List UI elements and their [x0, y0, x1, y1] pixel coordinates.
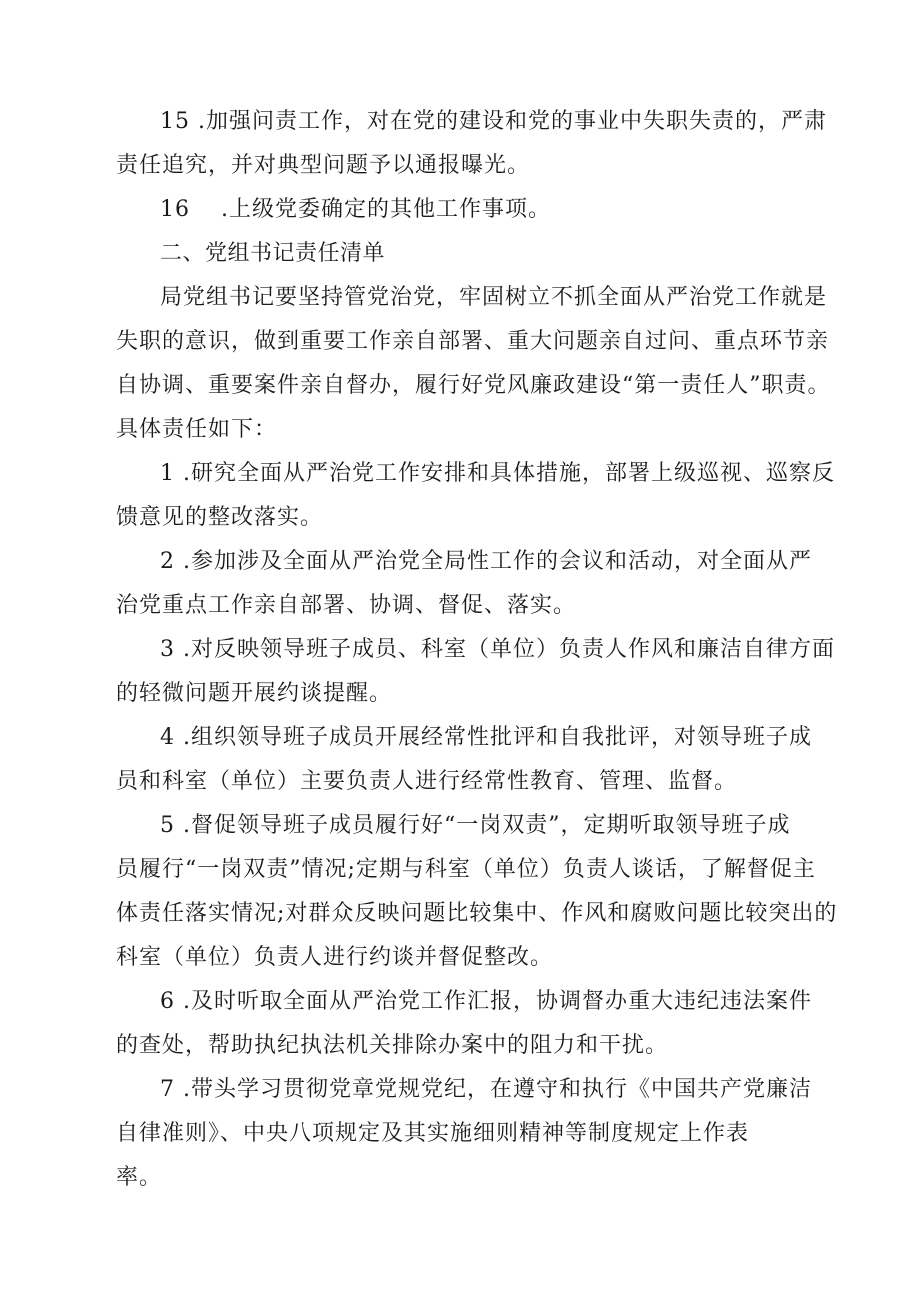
- item-5-line-4: 科室（单位）负责人进行约谈并督促整改。: [116, 945, 554, 970]
- item-2-line-1: 2 .参加涉及全面从严治党全局性工作的会议和活动，对全面从严: [160, 549, 812, 574]
- paragraph-16: 16 .上级党委确定的其他工作事项。: [160, 197, 551, 222]
- item-5-line-3: 体责任落实情况;对群众反映问题比较集中、作风和腐败问题比较突出的: [116, 901, 838, 926]
- intro-line-1: 局党组书记要坚持管党治党，牢固树立不抓全面从严治党工作就是: [160, 285, 828, 310]
- intro-line-3: 自协调、重要案件亲自督办，履行好党风廉政建设“第一责任人”职责。: [116, 373, 831, 398]
- item-3-line-2: 的轻微问题开展约谈提醒。: [116, 681, 393, 706]
- section-heading: 二、党组书记责任清单: [160, 241, 386, 266]
- paragraph-15-line-2: 责任追究，并对典型问题予以通报曝光。: [116, 153, 531, 178]
- item-4-line-1: 4 .组织领导班子成员开展经常性批评和自我批评，对领导班子成: [160, 725, 812, 750]
- paragraph-15-line-1: 15 .加强问责工作，对在党的建设和党的事业中失职失责的，严肃: [160, 109, 827, 134]
- item-1-line-1: 1 .研究全面从严治党工作安排和具体措施，部署上级巡视、巡察反: [160, 461, 835, 486]
- item-6-line-1: 6 .及时听取全面从严治党工作汇报，协调督办重大违纪违法案件: [160, 989, 812, 1014]
- item-7-line-2: 自律准则》、中央八项规定及其实施细则精神等制度规定上作表: [116, 1121, 750, 1146]
- item-5-line-2: 员履行“一岗双责”情况;定期与科室（单位）负责人谈话，了解督促主: [116, 857, 816, 882]
- intro-line-2: 失职的意识，做到重要工作亲自部署、重大问题亲自过问、重点环节亲: [116, 329, 830, 354]
- item-3-line-1: 3 .对反映领导班子成员、科室（单位）负责人作风和廉洁自律方面: [160, 637, 835, 662]
- item-5-line-1: 5 .督促领导班子成员履行好“一岗双责”，定期听取领导班子成: [160, 813, 791, 838]
- item-4-line-2: 员和科室（单位）主要负责人进行经常性教育、管理、监督。: [116, 769, 738, 794]
- item-6-line-2: 的查处，帮助执纪执法机关排除办案中的阻力和干扰。: [116, 1033, 669, 1058]
- intro-line-4: 具体责任如下：: [116, 417, 278, 442]
- item-7-line-1: 7 .带头学习贯彻党章党规党纪，在遵守和执行《中国共产党廉洁: [160, 1077, 812, 1102]
- item-2-line-2: 治党重点工作亲自部署、协调、督促、落实。: [116, 593, 577, 618]
- item-7-line-3: 率。: [116, 1165, 163, 1190]
- item-1-line-2: 馈意见的整改落实。: [116, 505, 324, 530]
